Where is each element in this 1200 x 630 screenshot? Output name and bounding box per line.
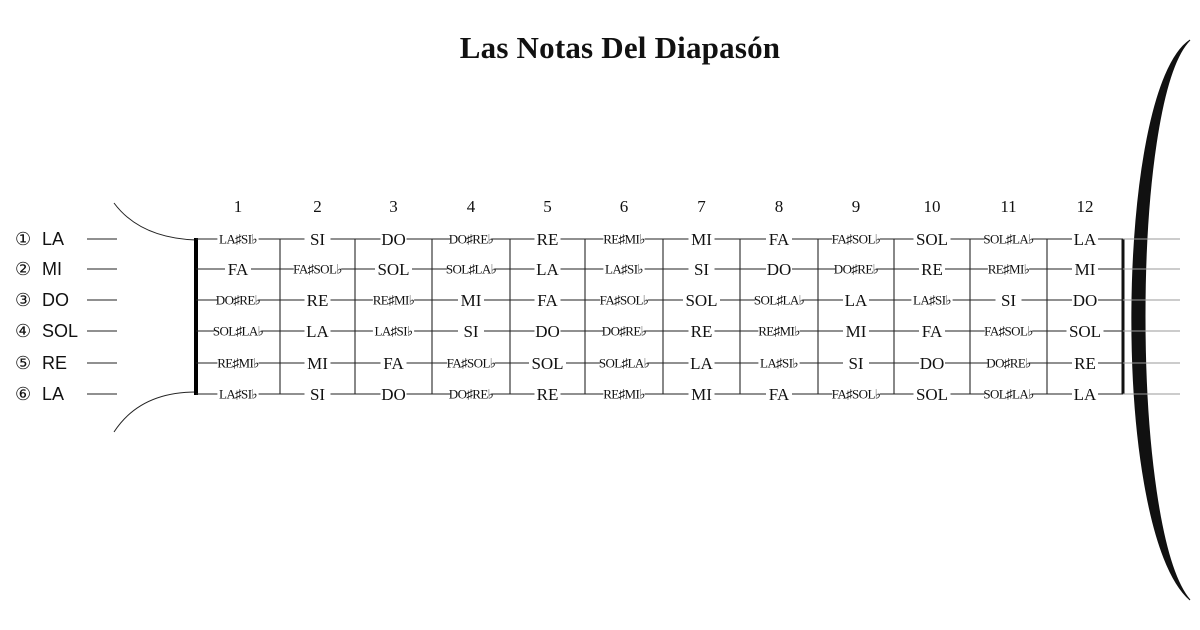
fret-number: 1 (233, 197, 243, 216)
note-label: SOL (915, 230, 949, 250)
fret-number: 9 (851, 197, 861, 216)
string-name: RE (42, 353, 68, 373)
note-label: SI (463, 322, 479, 342)
string-number: ③ (15, 290, 32, 310)
string-number: ④ (15, 321, 32, 341)
note-label: LA (1073, 385, 1097, 405)
note-label: SOL (531, 354, 564, 374)
note-label: MI (460, 291, 482, 311)
note-label: RE♯MI♭ (758, 323, 800, 339)
note-label: DO (919, 354, 945, 374)
note-label: FA (227, 260, 249, 280)
fret-number: 6 (619, 197, 629, 216)
note-label: LA♯SI♭ (760, 355, 798, 371)
fret-number: 7 (697, 197, 706, 216)
string-name: LA (42, 229, 65, 249)
string-number: ① (15, 229, 32, 249)
headstock-curve (1132, 40, 1190, 600)
note-label: SI (848, 354, 864, 374)
fret-number: 2 (313, 197, 322, 216)
note-label: SOL♯LA♭ (598, 355, 650, 371)
note-label: RE♯MI♭ (217, 355, 259, 371)
note-label: SOL♯LA♭ (753, 292, 805, 308)
fret-number: 12 (1076, 197, 1094, 216)
note-label: DO♯RE♭ (986, 355, 1031, 371)
note-label: SOL♯LA♭ (983, 231, 1034, 247)
note-label: LA♯SI♭ (374, 323, 413, 339)
page-title: Las Notas Del Diapasón (459, 30, 781, 65)
body-curve-top (114, 203, 196, 240)
note-label: LA (306, 322, 329, 342)
note-label: DO (535, 322, 560, 342)
note-label: FA (768, 230, 790, 250)
note-label: RE♯MI♭ (987, 261, 1030, 277)
note-label: MI (691, 230, 712, 250)
note-label: SOL (915, 385, 949, 405)
note-label: RE♯MI♭ (603, 386, 645, 402)
fret-number: 5 (543, 197, 552, 216)
note-label: LA (536, 260, 559, 280)
note-label: SOL♯LA♭ (983, 386, 1034, 402)
note-label: LA (1073, 230, 1097, 250)
note-label: DO♯RE♭ (215, 292, 261, 308)
note-label: DO♯RE♭ (833, 261, 879, 277)
note-label: FA♯SOL♭ (831, 231, 881, 247)
note-label: RE (690, 322, 713, 342)
note-label: MI (1074, 260, 1096, 280)
note-label: RE (536, 385, 559, 405)
note-label: RE (306, 291, 329, 311)
note-label: SOL (685, 291, 718, 311)
note-label: LA♯SI♭ (913, 292, 951, 308)
note-label: SOL♯LA♭ (212, 323, 264, 339)
note-label: RE (921, 260, 943, 280)
string-name: DO (42, 290, 69, 310)
note-label: RE (1074, 354, 1096, 374)
string-name: LA (42, 384, 65, 404)
fret-number: 8 (774, 197, 784, 216)
note-label: SOL♯LA♭ (445, 261, 497, 277)
note-label: LA♯SI♭ (219, 231, 257, 247)
note-label: FA (768, 385, 790, 405)
note-label: DO (381, 230, 406, 250)
body-curve-bottom (114, 392, 196, 432)
note-label: FA♯SOL♭ (599, 292, 649, 308)
fret-number: 3 (389, 197, 398, 216)
note-label: FA (383, 354, 404, 374)
note-label: LA♯SI♭ (605, 261, 643, 277)
note-label: DO♯RE♭ (448, 231, 494, 247)
note-label: DO (766, 260, 792, 280)
note-label: MI (307, 354, 328, 374)
note-label: FA♯SOL♭ (831, 386, 881, 402)
fretboard-grid (15, 197, 1180, 404)
string-name: MI (42, 259, 62, 279)
note-label: LA♯SI♭ (219, 386, 257, 402)
note-label: FA♯SOL♭ (293, 261, 342, 277)
fret-number: 10 (923, 197, 941, 216)
fret-number: 4 (466, 197, 476, 216)
note-label: SI (309, 230, 326, 250)
note-label: LA (690, 354, 713, 374)
string-number: ② (15, 259, 32, 279)
note-label: LA (844, 291, 868, 311)
note-label: FA♯SOL♭ (446, 355, 496, 371)
note-label: FA (921, 322, 943, 342)
note-label: MI (691, 385, 712, 405)
note-label: DO (381, 385, 406, 405)
note-label: SOL (1068, 322, 1102, 342)
string-name: SOL (42, 321, 79, 341)
note-label: FA♯SOL♭ (984, 323, 1033, 339)
fret-number: 11 (1000, 197, 1017, 216)
note-label: SI (1000, 291, 1017, 311)
note-label: DO♯RE♭ (601, 323, 647, 339)
note-label: MI (845, 322, 867, 342)
string-number: ⑤ (15, 353, 32, 373)
note-label: RE (536, 230, 559, 250)
note-label: DO♯RE♭ (448, 386, 494, 402)
note-label: SI (693, 260, 710, 280)
note-label: RE♯MI♭ (603, 231, 645, 247)
note-label: FA (537, 291, 558, 311)
note-label: RE♯MI♭ (372, 292, 415, 308)
string-number: ⑥ (15, 384, 32, 404)
note-label: DO (1072, 291, 1098, 311)
note-label: SI (309, 385, 326, 405)
note-label: SOL (377, 260, 410, 280)
